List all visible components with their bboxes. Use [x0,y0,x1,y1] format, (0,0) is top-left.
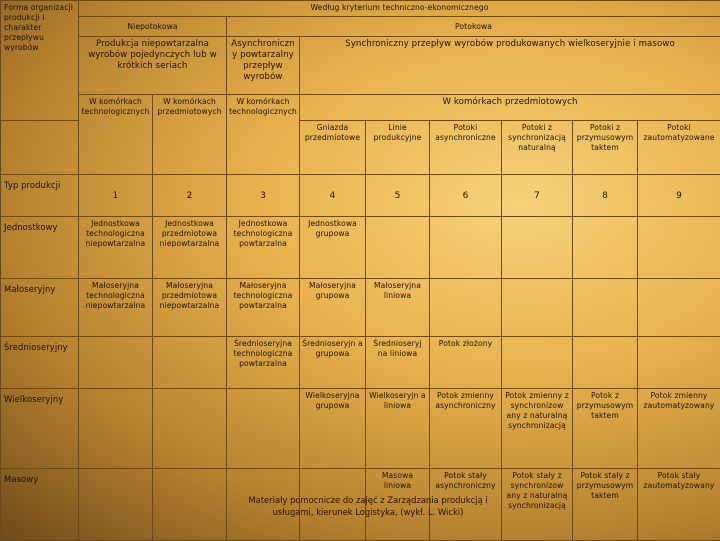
row-label: Średnioseryjny [1,337,79,389]
table-cell: Średnioseryjn a grupowa [300,337,366,389]
tech-cells-header-1: W komórkach technologicznych [79,95,153,175]
type-row [1,175,720,217]
table-cell: Potok zmienny zautomatyzowany [638,389,720,469]
type-number: 1 [79,175,153,217]
table-row [1,337,720,389]
table-cell: Potok stały z synchronizow any z naturalną synchronizacją [502,469,573,541]
flow-header: Potokowa [227,17,720,37]
row-label: Jednostkowy [1,217,79,279]
table-cell: Masowa liniowa [366,469,430,541]
type-number: 2 [153,175,227,217]
table-cell [79,337,153,389]
table-cell: Potok z przymusowym taktem [573,389,638,469]
table-cell: Wielkoseryjn a liniowa [366,389,430,469]
row-label: Masowy [1,469,79,541]
type-number: 7 [502,175,573,217]
table-cell [79,389,153,469]
table-cell [502,279,573,337]
table-cell [573,279,638,337]
subheader-cell: Gniazda przedmiotowe [300,121,366,175]
type-number: 3 [227,175,300,217]
table-cell: Jednostkowa technologiczna powtarzalna [227,217,300,279]
unique-production-header: Produkcja niepowtarzalna wyrobów pojedynczych lub w krótkich seriach [79,37,227,95]
async-flow-header: Asynchroniczn y powtarzalny przepływ wyrobów [227,37,300,95]
table-cell: Małoseryjna liniowa [366,279,430,337]
table-cell [79,469,153,541]
table-cell: Małoseryjna przedmiotowa niepowtarzalna [153,279,227,337]
table-cell [366,217,430,279]
table-cell [227,389,300,469]
table-cell: Potok stały asynchroniczny [430,469,502,541]
criterion-header: Według kryterium techniczno-ekonomicznego [79,1,720,17]
table-row [1,217,720,279]
footer-note: Materiały pomocnicze do zajęć z Zarządzania produkcją i usługami, kierunek Logistyka, (wykł. L. Wicki) [238,494,498,518]
table-cell: Jednostkowa przedmiotowa niepowtarzalna [153,217,227,279]
corner-header: Forma organizacji produkcji i charakter przepływu wyrobów [1,1,79,121]
table-cell: Małoseryjna technologiczna niepowtarzalna [79,279,153,337]
tech-cells-header-2: W komórkach technologicznych [227,95,300,175]
type-number: 8 [573,175,638,217]
blank-cell [1,121,79,175]
row-label: Wielkoseryjny [1,389,79,469]
table-cell: Jednostkowa technologiczna niepowtarzalna [79,217,153,279]
table-cell: Potok złożony [430,337,502,389]
type-number: 9 [638,175,720,217]
type-row-label: Typ produkcji [1,175,79,217]
subheader-cell: Potoki zautomatyzowane [638,121,720,175]
subheader-cell: Potoki asynchroniczne [430,121,502,175]
type-number: 6 [430,175,502,217]
table-row [1,279,720,337]
table-cell [638,337,720,389]
table-cell [573,337,638,389]
table-cell: Średnioseryjna technologiczna powtarzalna [227,337,300,389]
sync-flow-header: Synchroniczny przepływ wyrobów produkowanych wielkoseryjnie i masowo [300,37,720,95]
table-cell: Potok stały zautomatyzowany [638,469,720,541]
table-cell: Średnioseryj na liniowa [366,337,430,389]
table-cell [430,217,502,279]
table-cell: Wielkoseryjna grupowa [300,389,366,469]
subheader-cell: Potoki z przymusowym taktem [573,121,638,175]
subheader-cell: Potoki z synchronizacją naturalną [502,121,573,175]
table-cell [573,217,638,279]
table-cell [638,279,720,337]
table-row [1,389,720,469]
table-cell: Potok zmienny asynchroniczny [430,389,502,469]
table-cell: Potok zmienny z synchronizow any z naturalną synchronizacją [502,389,573,469]
subheader-cell: Linie produkcyjne [366,121,430,175]
subject-cells-header-2: W komórkach przedmiotowych [300,95,720,121]
table-cell [153,337,227,389]
non-flow-header: Niepotokowa [79,17,227,37]
row-label: Małoseryjny [1,279,79,337]
table-cell: Małoseryjna grupowa [300,279,366,337]
type-number: 5 [366,175,430,217]
table-cell: Małoseryjna technologiczna powtarzalna [227,279,300,337]
subject-cells-header-1: W komórkach przedmiotowych [153,95,227,175]
type-number: 4 [300,175,366,217]
table-cell [638,217,720,279]
table-cell [430,279,502,337]
table-cell: Potok stały z przymusowym taktem [573,469,638,541]
table-cell [153,469,227,541]
table-cell [502,337,573,389]
table-cell [153,389,227,469]
table-cell [502,217,573,279]
table-cell: Jednostkowa grupowa [300,217,366,279]
